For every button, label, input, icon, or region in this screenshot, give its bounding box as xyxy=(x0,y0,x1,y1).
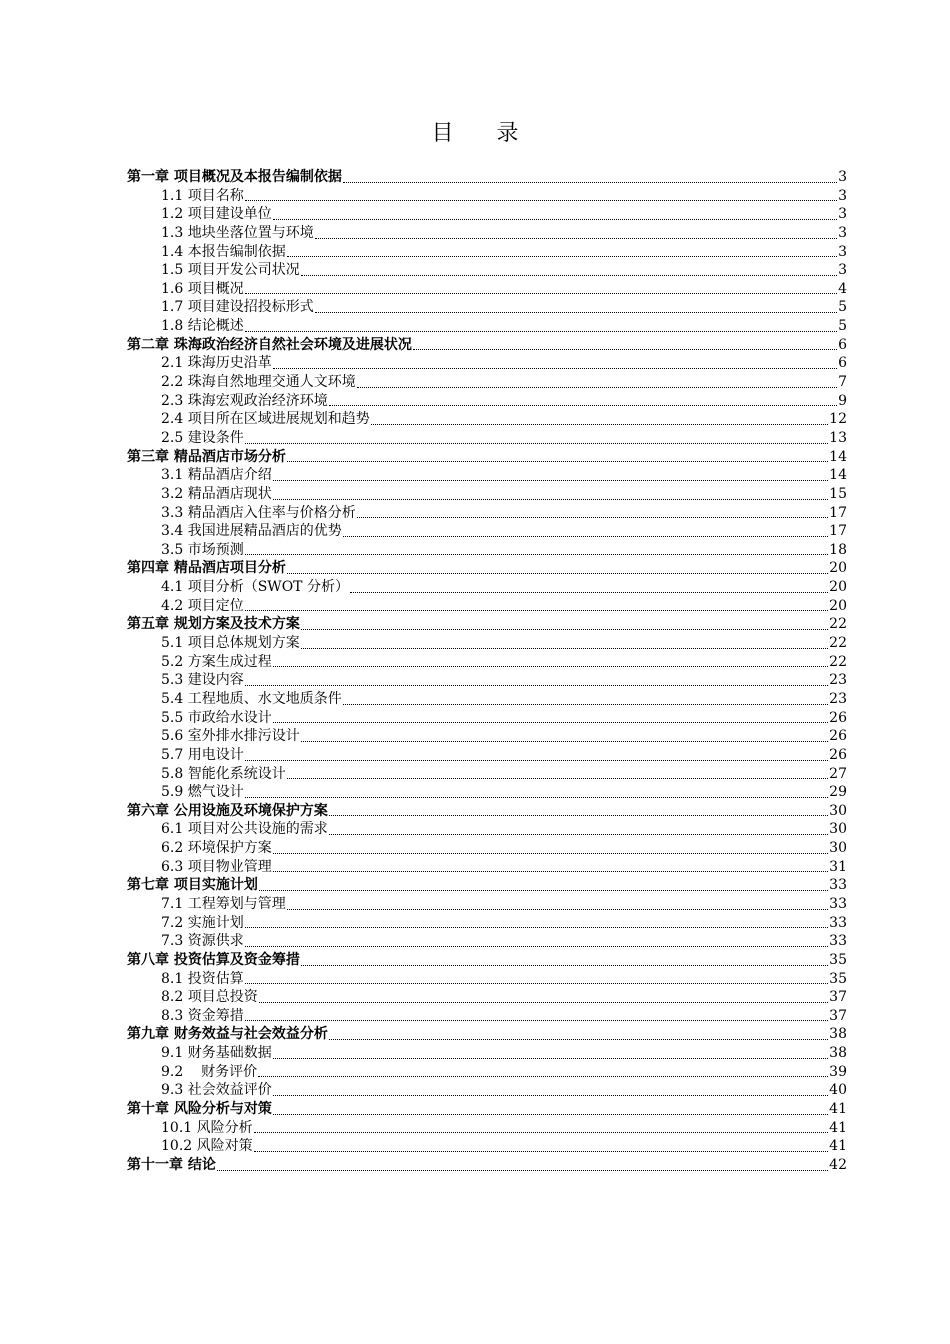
toc-entry-label: 6.1 项目对公共设施的需求 xyxy=(161,821,328,838)
toc-section-entry[interactable] xyxy=(127,914,847,933)
toc-entry-label: 2.2 珠海自然地理交通人文环境 xyxy=(161,374,356,391)
toc-section-entry[interactable] xyxy=(127,485,847,504)
toc-page-number: 26 xyxy=(829,709,847,726)
toc-section-entry[interactable] xyxy=(127,429,847,448)
table-of-contents xyxy=(127,168,847,1175)
toc-dot-leader xyxy=(343,536,828,537)
toc-dot-leader xyxy=(217,1170,828,1171)
toc-dot-leader xyxy=(301,965,828,966)
toc-dot-leader xyxy=(245,293,837,294)
toc-dot-leader xyxy=(413,349,837,350)
toc-page-number: 33 xyxy=(829,914,847,931)
toc-entry-label: 3.5 市场预测 xyxy=(161,541,244,558)
toc-dot-leader xyxy=(350,592,828,593)
toc-section-entry[interactable] xyxy=(127,354,847,373)
toc-entry-label: 6.2 环境保护方案 xyxy=(161,840,272,857)
toc-page-number: 26 xyxy=(829,746,847,763)
toc-page-number: 31 xyxy=(829,858,847,875)
toc-chapter-entry[interactable] xyxy=(127,876,847,895)
toc-dot-leader xyxy=(301,275,837,276)
toc-dot-leader xyxy=(259,1002,828,1003)
toc-section-entry[interactable] xyxy=(127,895,847,914)
toc-section-entry[interactable] xyxy=(127,671,847,690)
toc-entry-label: 5.1 项目总体规划方案 xyxy=(161,635,300,652)
toc-entry-label: 1.6 项目概况 xyxy=(161,280,244,297)
toc-page-number: 37 xyxy=(829,989,847,1006)
toc-section-entry[interactable] xyxy=(127,970,847,989)
toc-entry-label: 第十一章 结论 xyxy=(127,1156,216,1173)
toc-page-number: 7 xyxy=(838,374,847,391)
toc-page-number: 3 xyxy=(838,206,847,223)
toc-page-number: 37 xyxy=(829,1007,847,1024)
toc-page-number: 27 xyxy=(829,765,847,782)
toc-section-entry[interactable] xyxy=(127,205,847,224)
toc-section-entry[interactable] xyxy=(127,298,847,317)
toc-entry-label: 第七章 项目实施计划 xyxy=(127,877,258,894)
toc-entry-label: 2.4 项目所在区域进展规划和趋势 xyxy=(161,411,370,428)
toc-entry-label: 9.1 财务基础数据 xyxy=(161,1045,272,1062)
toc-entry-label: 3.3 精品酒店入住率与价格分析 xyxy=(161,504,356,521)
toc-page-number: 14 xyxy=(829,448,847,465)
toc-entry-label: 7.3 资源供求 xyxy=(161,933,244,950)
toc-page-number: 18 xyxy=(829,541,847,558)
toc-entry-label: 6.3 项目物业管理 xyxy=(161,858,272,875)
toc-chapter-entry[interactable] xyxy=(127,559,847,578)
toc-section-entry[interactable] xyxy=(127,1081,847,1100)
toc-dot-leader xyxy=(245,797,828,798)
toc-section-entry[interactable] xyxy=(127,932,847,951)
toc-page-number: 14 xyxy=(829,467,847,484)
toc-entry-label: 第四章 精品酒店项目分析 xyxy=(127,560,286,577)
toc-page-number: 40 xyxy=(829,1082,847,1099)
toc-page-number: 17 xyxy=(829,523,847,540)
toc-dot-leader xyxy=(343,704,828,705)
toc-page-number: 26 xyxy=(829,728,847,745)
toc-section-entry[interactable] xyxy=(127,988,847,1007)
toc-entry-label: 3.4 我国进展精品酒店的优势 xyxy=(161,523,342,540)
toc-dot-leader xyxy=(357,517,828,518)
toc-section-entry[interactable] xyxy=(127,410,847,429)
toc-page-number: 35 xyxy=(829,970,847,987)
toc-dot-leader xyxy=(273,499,828,500)
toc-page-number: 3 xyxy=(838,169,847,185)
toc-dot-leader xyxy=(245,946,828,947)
toc-dot-leader xyxy=(357,387,837,388)
toc-section-entry[interactable] xyxy=(127,858,847,877)
toc-dot-leader xyxy=(254,1132,829,1133)
toc-dot-leader xyxy=(287,909,828,910)
toc-section-entry[interactable] xyxy=(127,709,847,728)
toc-section-entry[interactable] xyxy=(127,820,847,839)
toc-page-number: 33 xyxy=(829,933,847,950)
toc-section-entry[interactable] xyxy=(127,1063,847,1082)
toc-section-entry[interactable] xyxy=(127,392,847,411)
toc-section-entry[interactable] xyxy=(127,1007,847,1026)
toc-entry-label: 第八章 投资估算及资金筹措 xyxy=(127,951,300,968)
toc-entry-label: 3.2 精品酒店现状 xyxy=(161,485,272,502)
toc-dot-leader xyxy=(245,927,828,928)
toc-dot-leader xyxy=(258,1076,828,1077)
toc-page-number: 6 xyxy=(838,336,847,353)
toc-section-entry[interactable] xyxy=(127,466,847,485)
toc-section-entry[interactable] xyxy=(127,783,847,802)
toc-entry-label: 1.8 结论概述 xyxy=(161,318,244,335)
toc-page-number: 3 xyxy=(838,187,847,204)
toc-entry-label: 4.1 项目分析（SWOT 分析） xyxy=(161,579,349,596)
toc-entry-label: 2.1 珠海历史沿革 xyxy=(161,355,272,372)
toc-page-number: 38 xyxy=(829,1045,847,1062)
toc-dot-leader xyxy=(301,648,828,649)
toc-section-entry[interactable] xyxy=(127,634,847,653)
toc-page-number: 41 xyxy=(829,1101,847,1118)
toc-page-number: 3 xyxy=(838,243,847,260)
toc-dot-leader xyxy=(329,815,828,816)
toc-page-number: 30 xyxy=(829,821,847,838)
toc-dot-leader xyxy=(315,312,837,313)
toc-dot-leader xyxy=(245,554,828,555)
toc-dot-leader xyxy=(301,741,828,742)
toc-section-entry[interactable] xyxy=(127,727,847,746)
toc-page-number: 38 xyxy=(829,1026,847,1043)
toc-dot-leader xyxy=(371,424,828,425)
toc-dot-leader xyxy=(245,200,837,201)
toc-chapter-entry[interactable] xyxy=(127,615,847,634)
toc-page-number: 41 xyxy=(829,1119,847,1136)
toc-chapter-entry[interactable] xyxy=(127,1100,847,1119)
toc-entry-label: 8.2 项目总投资 xyxy=(161,989,258,1006)
toc-section-entry[interactable] xyxy=(127,690,847,709)
toc-page-number: 23 xyxy=(829,690,847,707)
toc-page-number: 42 xyxy=(829,1156,847,1173)
toc-entry-label: 7.2 实施计划 xyxy=(161,914,244,931)
toc-entry-label: 8.1 投资估算 xyxy=(161,970,244,987)
toc-entry-label: 1.5 项目开发公司状况 xyxy=(161,262,300,279)
toc-entry-label: 第五章 规划方案及技术方案 xyxy=(127,616,300,633)
toc-entry-label: 第六章 公用设施及环境保护方案 xyxy=(127,802,328,819)
toc-dot-leader xyxy=(301,629,828,630)
toc-chapter-entry[interactable] xyxy=(127,802,847,821)
toc-page-number: 22 xyxy=(829,635,847,652)
toc-page-number: 15 xyxy=(829,485,847,502)
toc-dot-leader xyxy=(245,1020,828,1021)
toc-section-entry[interactable] xyxy=(127,653,847,672)
toc-dot-leader xyxy=(273,722,828,723)
toc-chapter-entry[interactable] xyxy=(127,448,847,467)
toc-dot-leader xyxy=(259,890,828,891)
toc-entry-label: 2.3 珠海宏观政治经济环境 xyxy=(161,392,328,409)
toc-entry-label: 1.3 地块坐落位置与环境 xyxy=(161,224,314,241)
toc-page-number: 5 xyxy=(838,318,847,335)
toc-entry-label: 1.1 项目名称 xyxy=(161,187,244,204)
toc-page-number: 6 xyxy=(838,355,847,372)
toc-section-entry[interactable] xyxy=(127,839,847,858)
toc-chapter-entry[interactable] xyxy=(127,168,847,187)
toc-dot-leader xyxy=(273,1114,828,1115)
toc-dot-leader xyxy=(287,256,837,257)
toc-section-entry[interactable] xyxy=(127,522,847,541)
toc-entry-label: 5.8 智能化系统设计 xyxy=(161,765,286,782)
toc-section-entry[interactable] xyxy=(127,597,847,616)
toc-dot-leader xyxy=(254,1151,829,1152)
toc-section-entry[interactable] xyxy=(127,765,847,784)
toc-dot-leader xyxy=(245,983,828,984)
toc-entry-label: 5.7 用电设计 xyxy=(161,746,244,763)
toc-dot-leader xyxy=(245,760,828,761)
toc-page-number: 20 xyxy=(829,597,847,614)
toc-entry-label: 9.3 社会效益评价 xyxy=(161,1082,272,1099)
toc-dot-leader xyxy=(273,1095,828,1096)
toc-section-entry[interactable] xyxy=(127,224,847,243)
toc-entry-label: 1.4 本报告编制依据 xyxy=(161,243,286,260)
toc-entry-label: 10.2 风险对策 xyxy=(161,1138,253,1155)
toc-chapter-entry[interactable] xyxy=(127,951,847,970)
toc-entry-label: 第九章 财务效益与社会效益分析 xyxy=(127,1026,328,1043)
toc-entry-label: 5.5 市政给水设计 xyxy=(161,709,272,726)
toc-page-number: 41 xyxy=(829,1138,847,1155)
toc-page-number: 17 xyxy=(829,504,847,521)
toc-dot-leader xyxy=(273,219,837,220)
toc-dot-leader xyxy=(329,834,828,835)
toc-page-number: 30 xyxy=(829,802,847,819)
toc-entry-label: 第一章 项目概况及本报告编制依据 xyxy=(127,169,342,185)
toc-entry-label: 9.2 财务评价 xyxy=(161,1063,258,1080)
toc-page-number: 39 xyxy=(829,1063,847,1080)
toc-dot-leader xyxy=(329,1039,828,1040)
toc-page-number: 22 xyxy=(829,616,847,633)
toc-dot-leader xyxy=(273,871,828,872)
toc-page-number: 30 xyxy=(829,840,847,857)
toc-dot-leader xyxy=(245,685,828,686)
toc-entry-label: 8.3 资金筹措 xyxy=(161,1007,244,1024)
toc-dot-leader xyxy=(343,182,837,183)
toc-page-number: 3 xyxy=(838,262,847,279)
toc-dot-leader xyxy=(245,443,828,444)
toc-page-number: 23 xyxy=(829,672,847,689)
toc-entry-label: 2.5 建设条件 xyxy=(161,429,244,446)
toc-entry-label: 3.1 精品酒店介绍 xyxy=(161,467,272,484)
toc-section-entry[interactable] xyxy=(127,578,847,597)
toc-section-entry[interactable] xyxy=(127,1137,847,1156)
toc-chapter-entry[interactable] xyxy=(127,1156,847,1175)
toc-dot-leader xyxy=(273,666,828,667)
toc-section-entry[interactable] xyxy=(127,746,847,765)
toc-page-number: 22 xyxy=(829,653,847,670)
toc-chapter-entry[interactable] xyxy=(127,1025,847,1044)
toc-section-entry[interactable] xyxy=(127,317,847,336)
toc-entry-label: 5.6 室外排水排污设计 xyxy=(161,728,300,745)
toc-dot-leader xyxy=(273,853,828,854)
toc-page-number: 13 xyxy=(829,429,847,446)
toc-page-number: 12 xyxy=(829,411,847,428)
toc-entry-label: 1.7 项目建设招投标形式 xyxy=(161,299,314,316)
toc-entry-label: 1.2 项目建设单位 xyxy=(161,206,272,223)
toc-dot-leader xyxy=(273,480,828,481)
toc-section-entry[interactable] xyxy=(127,504,847,523)
toc-section-entry[interactable] xyxy=(127,280,847,299)
toc-dot-leader xyxy=(273,1058,828,1059)
toc-page-number: 29 xyxy=(829,784,847,801)
toc-entry-label: 5.3 建设内容 xyxy=(161,672,244,689)
toc-section-entry[interactable] xyxy=(127,1119,847,1138)
toc-chapter-entry[interactable] xyxy=(127,336,847,355)
toc-entry-label: 10.1 风险分析 xyxy=(161,1119,253,1136)
toc-dot-leader xyxy=(329,405,837,406)
page-title: 目 录 xyxy=(431,121,537,146)
toc-entry-label: 第十章 风险分析与对策 xyxy=(127,1101,272,1118)
toc-page-number: 9 xyxy=(838,392,847,409)
toc-entry-label: 第二章 珠海政治经济自然社会环境及进展状况 xyxy=(127,336,412,353)
toc-dot-leader xyxy=(245,331,837,332)
toc-entry-label: 4.2 项目定位 xyxy=(161,597,244,614)
toc-page-number: 20 xyxy=(829,560,847,577)
toc-page-number: 4 xyxy=(838,280,847,297)
toc-section-entry[interactable] xyxy=(127,243,847,262)
toc-dot-leader xyxy=(273,368,837,369)
toc-page-number: 33 xyxy=(829,877,847,894)
toc-entry-label: 5.9 燃气设计 xyxy=(161,784,244,801)
toc-dot-leader xyxy=(287,461,828,462)
toc-entry-label: 7.1 工程筹划与管理 xyxy=(161,895,286,912)
toc-dot-leader xyxy=(245,610,828,611)
toc-page-number: 35 xyxy=(829,951,847,968)
toc-dot-leader xyxy=(287,573,828,574)
toc-entry-label: 第三章 精品酒店市场分析 xyxy=(127,448,286,465)
toc-page-number: 20 xyxy=(829,579,847,596)
toc-entry-label: 5.2 方案生成过程 xyxy=(161,653,272,670)
toc-entry-label: 5.4 工程地质、水文地质条件 xyxy=(161,690,342,707)
toc-dot-leader xyxy=(287,778,828,779)
toc-section-entry[interactable] xyxy=(127,261,847,280)
toc-page-number: 33 xyxy=(829,895,847,912)
toc-section-entry[interactable] xyxy=(127,541,847,560)
toc-dot-leader xyxy=(315,238,837,239)
toc-page-number: 5 xyxy=(838,299,847,316)
toc-page-number: 3 xyxy=(838,224,847,241)
toc-section-entry[interactable] xyxy=(127,373,847,392)
toc-section-entry[interactable] xyxy=(127,1044,847,1063)
toc-section-entry[interactable] xyxy=(127,187,847,206)
